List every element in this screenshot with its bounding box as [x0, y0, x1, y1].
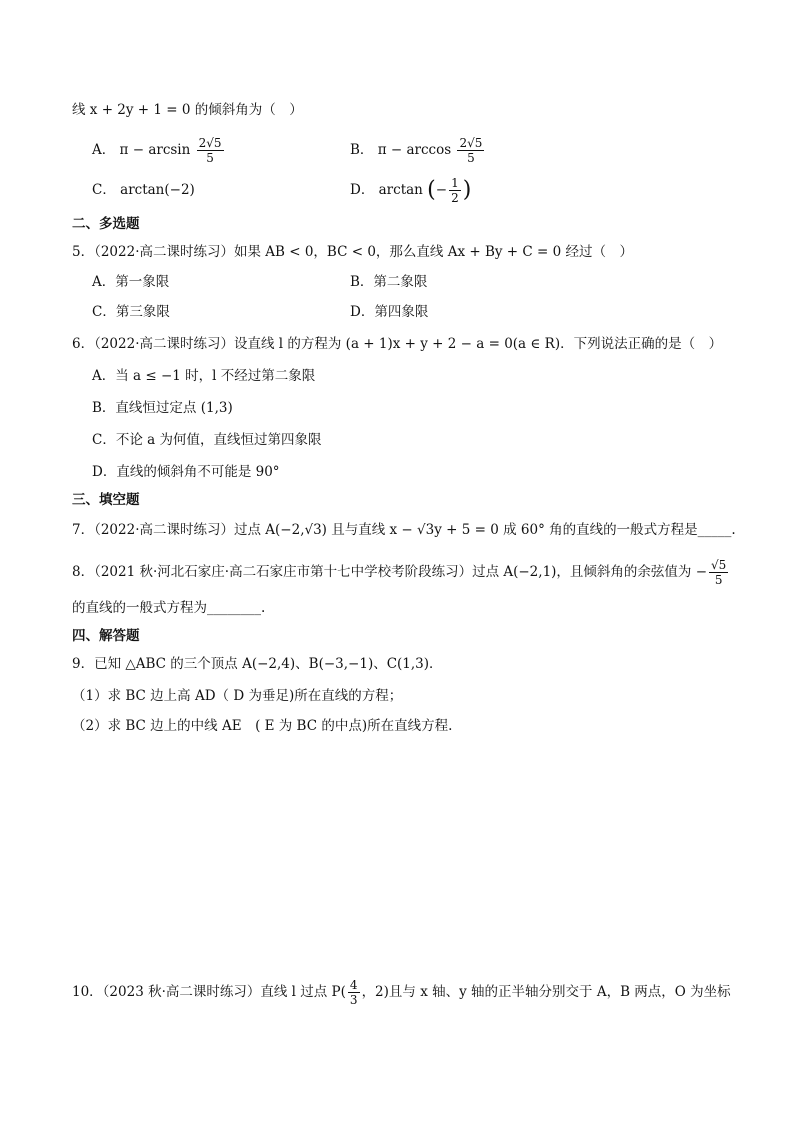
- q8-stem-part1: 8．（2021 秋·河北石家庄·高二石家庄市第十七中学校考阶段练习）过点 A(−2,1)，且倾斜角的余弦值为 −: [72, 564, 708, 580]
- q8-frac-den: 5: [714, 573, 723, 587]
- q6-stem: 6．（2022·高二课时练习）设直线 l 的方程为 (a + 1)x + y + 2 − a = 0(a ∈ R)．下列说法正确的是（ ）: [72, 336, 723, 352]
- q8-stem-line1: [72, 558, 730, 587]
- q4-option-b-frac-den: 5: [467, 151, 475, 165]
- q4-option-d-prefix: arctan: [378, 182, 423, 198]
- q6-option-c: C．不论 a 为何值，直线恒过第四象限: [92, 432, 322, 448]
- q6-option-b: B．直线恒过定点 (1,3): [92, 400, 233, 416]
- q4-option-d-label: D．: [350, 182, 375, 198]
- q4-option-b-prefix: π − arccos: [377, 142, 452, 158]
- q10-frac-num: 4: [349, 978, 358, 992]
- q7-stem: 7．（2022·高二课时练习）过点 A(−2,√3) 且与直线 x − √3y + 5 = 0 成 60° 角的直线的一般式方程是_____.: [72, 522, 736, 538]
- q4-option-c-text: arctan(−2): [120, 182, 195, 198]
- q9-part1: （1）求 BC 边上高 AD（ D 为垂足)所在直线的方程；: [72, 688, 403, 704]
- q4-option-a: [92, 136, 226, 165]
- q10-stem: [72, 978, 731, 1007]
- q4-option-b: [350, 136, 486, 165]
- q8-frac-num: √5: [711, 558, 727, 572]
- q4-option-c: [92, 180, 195, 200]
- q4-option-d-frac-den: 2: [451, 191, 459, 205]
- q10-stem-part2: ，2)且与 x 轴、y 轴的正半轴分别交于 A，B 两点，O 为坐标: [361, 984, 731, 1000]
- q4-option-b-label: B．: [350, 142, 374, 158]
- q9-stem: 9．已知 △ABC 的三个顶点 A(−2,4)、B(−3,−1)、C(1,3)．: [72, 656, 443, 672]
- section-multi-choice: 二、多选题: [72, 216, 140, 232]
- section-fill-blank: 三、填空题: [72, 492, 140, 508]
- q8-stem-part2: 的直线的一般式方程为________.: [72, 600, 266, 616]
- q4-option-b-fraction: [457, 136, 484, 165]
- q5-option-b: B．第二象限: [350, 274, 428, 290]
- paren-close: ): [462, 177, 472, 203]
- q8-fraction: [709, 558, 728, 587]
- q4-stem: 线 x + 2y + 1 = 0 的倾斜角为（ ）: [72, 102, 303, 118]
- section-solutions: 四、解答题: [72, 628, 140, 644]
- q9-part2: （2）求 BC 边上的中线 AE ( E 为 BC 的中点)所在直线方程.: [72, 718, 453, 734]
- paren-open: (: [427, 177, 436, 203]
- q4-option-a-label: A．: [92, 142, 116, 158]
- q5-option-c: C．第三象限: [92, 304, 170, 320]
- q10-frac-den: 3: [349, 993, 358, 1007]
- q5-stem: 5．（2022·高二课时练习）如果 AB < 0，BC < 0，那么直线 Ax + By + C = 0 经过（ ）: [72, 244, 634, 260]
- q4-option-a-frac-num: 2√5: [198, 136, 222, 150]
- q4-option-a-fraction: [197, 136, 224, 165]
- q10-stem-part1: 10．（2023 秋·高二课时练习）直线 l 过点 P(: [72, 984, 346, 1000]
- q4-option-d-frac-num: 1: [451, 176, 459, 190]
- q6-option-a: A．当 a ≤ −1 时，l 不经过第二象限: [92, 368, 316, 384]
- q4-option-c-label: C．: [92, 182, 116, 198]
- q6-option-d: D．直线的倾斜角不可能是 90°: [92, 464, 280, 480]
- q4-option-d-fraction: [449, 176, 461, 205]
- q4-option-a-prefix: π − arcsin: [119, 142, 191, 158]
- q5-option-d: D．第四象限: [350, 304, 429, 320]
- q10-fraction: [348, 978, 360, 1007]
- q4-option-d: D． arctan (− $\frac{1}{2}$ ): [350, 176, 472, 205]
- q4-option-b-frac-num: 2√5: [459, 136, 483, 150]
- q5-option-a: A．第一象限: [92, 274, 170, 290]
- q4-option-a-frac-den: 5: [206, 151, 214, 165]
